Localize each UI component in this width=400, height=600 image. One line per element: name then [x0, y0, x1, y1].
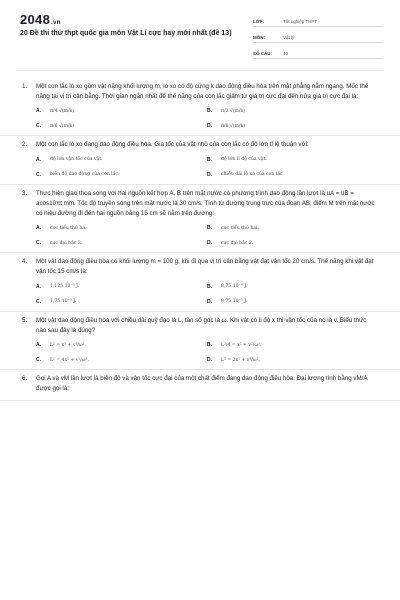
- meta-label: LỚP:: [253, 19, 265, 24]
- option-label: C.: [36, 240, 41, 247]
- option-value: 1,125.10⁻³ J.: [50, 284, 80, 290]
- question-1: [0, 78, 400, 136]
- meta-row-count: [253, 46, 383, 59]
- option-label: C.: [36, 123, 41, 130]
- option-value: độ lớn li độ của vật.: [221, 157, 267, 163]
- option-label: C.: [36, 357, 41, 364]
- question-number: 2.: [22, 141, 28, 149]
- option-label: B.: [207, 283, 212, 290]
- option-d[interactable]: [207, 299, 378, 305]
- question-4: [0, 253, 400, 311]
- meta-value: 40: [283, 51, 289, 56]
- option-value: biên độ dao động của con lắc.: [50, 172, 120, 178]
- option-label: A.: [36, 156, 41, 163]
- option-c[interactable]: [36, 123, 207, 129]
- option-a[interactable]: [36, 157, 207, 163]
- option-value: L² = 4x² + v²/ω².: [50, 357, 89, 363]
- option-b[interactable]: [207, 108, 378, 114]
- option-value: π/8 √(m/k): [221, 123, 246, 129]
- option-a[interactable]: [36, 108, 207, 114]
- option-value: L²/4 = x² + v²/ω².: [221, 342, 262, 348]
- option-value: cực tiểu thứ hai.: [221, 225, 259, 231]
- site-logo[interactable]: [20, 12, 61, 27]
- option-label: D.: [207, 298, 212, 305]
- option-label: A.: [36, 283, 41, 290]
- option-value: 8,75.10⁻³ J.: [221, 299, 248, 305]
- option-label: B.: [207, 342, 212, 349]
- option-d[interactable]: [207, 172, 378, 178]
- question-number: 6.: [22, 375, 28, 383]
- option-label: A.: [36, 225, 41, 232]
- option-value: π/3 √(m/k): [221, 108, 246, 114]
- page-header: [0, 0, 400, 64]
- question-5: [0, 312, 400, 370]
- option-value: chiều dài lò xo của con lắc: [221, 172, 283, 178]
- option-value: π/6 √(m/k): [50, 123, 75, 129]
- option-grid: [36, 342, 378, 363]
- option-d[interactable]: [207, 123, 378, 129]
- option-value: π/4 √(m/k): [50, 108, 75, 114]
- option-d[interactable]: [207, 240, 378, 246]
- option-value: L² = x² + v²/ω².: [50, 342, 86, 348]
- option-a[interactable]: [36, 225, 207, 231]
- question-list: [0, 78, 400, 401]
- option-value: 1,75.10⁻³ J.: [50, 299, 77, 305]
- option-grid: [36, 284, 378, 305]
- question-text: Gọi A và vM lần lượt là biên độ và vận tốc cực đại của một chất điểm đang dao động điều hòa. Đại lượng tính bằng vM/A được gọi là:: [36, 375, 368, 393]
- meta-label: MÔN:: [253, 35, 265, 40]
- option-c[interactable]: [36, 357, 207, 363]
- question-text: Một con lắc lò xo đang dao động điều hòa. Gia tốc của vật nhỏ của con lắc có độ lớn tỉ lệ thuận với:: [36, 141, 309, 149]
- option-label: A.: [36, 108, 41, 115]
- option-label: D.: [207, 357, 212, 364]
- option-grid: [36, 157, 378, 178]
- option-value: cực tiểu thứ ba.: [50, 225, 87, 231]
- option-b[interactable]: [207, 342, 378, 348]
- logo-text: 2048: [20, 12, 51, 27]
- option-b[interactable]: [207, 284, 378, 290]
- option-value: L² = 2x² + v²/ω².: [221, 357, 260, 363]
- option-label: C.: [36, 298, 41, 305]
- option-value: cực đại bậc 2.: [221, 240, 254, 246]
- option-value: cực đại bậc 3.: [50, 240, 83, 246]
- option-c[interactable]: [36, 172, 207, 178]
- option-grid: [36, 225, 378, 246]
- logo-suffix: .vn: [51, 20, 61, 26]
- exam-title: 20 Đề thi thử thpt quốc gia môn Vật Lí cực hay mới nhất (đề 13): [20, 30, 232, 37]
- option-label: C.: [36, 171, 41, 178]
- option-label: B.: [207, 156, 212, 163]
- option-label: D.: [207, 171, 212, 178]
- option-label: B.: [207, 225, 212, 232]
- option-grid: [36, 108, 378, 129]
- option-a[interactable]: [36, 342, 207, 348]
- question-number: 4.: [22, 258, 28, 266]
- meta-row-subject: [253, 30, 383, 43]
- exam-meta: [253, 14, 383, 62]
- question-number: 1.: [22, 83, 28, 90]
- option-label: A.: [36, 342, 41, 349]
- option-label: D.: [207, 123, 212, 130]
- option-label: D.: [207, 240, 212, 247]
- question-text: Một vật dao động điều hòa có khối lượng m = 100 g, khi đi qua vị trí cân bằng vật đạt vận tốc 20 cm/s. Thế năng khi vật đạt vận tốc 15 cm/s là:: [36, 258, 374, 276]
- option-a[interactable]: [36, 284, 207, 290]
- question-2: [0, 136, 400, 184]
- option-b[interactable]: [207, 225, 378, 231]
- question-6: [0, 370, 400, 401]
- question-text: Một vật dao động điều hòa với chiều dài quỹ đạo là L, tần số góc là ω. Khi vật có li độ x thì vận tốc của nó là v. Biểu thức nào sau đây là đúng?: [36, 316, 367, 334]
- option-d[interactable]: [207, 357, 378, 363]
- option-label: B.: [207, 108, 212, 115]
- question-text: Thực hiện giao thoa sóng với hai nguồn kết hợp A, B trên mặt nước có phương trình dao động lần lượt là uA = uB = acos10πt mm. Tốc độ truyền sóng trên mặt nước là 30 cm/s. Tính từ đường trung trực của đoạn AB, điểm M trên mặt nước có hiệu đường đi đến hai nguồn bằng 15 cm sẽ nằm trên đường:: [36, 189, 375, 218]
- option-value: 8,75.10⁻⁴ J.: [221, 284, 248, 290]
- question-number: 5.: [22, 316, 28, 324]
- option-value: độ lớn vận tốc của vật.: [50, 157, 103, 163]
- question-3: [0, 185, 400, 254]
- question-text: Một con lắc lò xo gồm vật nặng khối lượng m, lò xo có độ cứng k dao động điều hòa trên mặt phẳng nằm ngang. Mốc thế năng tại vị trí cân bằng. Thời gian ngắn nhất để thế năng của con lắc giảm từ giá trị cực đại đến nửa giá trị cực đại là:: [36, 83, 369, 101]
- option-c[interactable]: [36, 299, 207, 305]
- question-number: 3.: [22, 189, 28, 197]
- option-c[interactable]: [36, 240, 207, 246]
- meta-value: Tốt nghiệp THPT: [283, 19, 318, 24]
- header-divider: [16, 70, 384, 71]
- meta-row-class: [253, 14, 383, 27]
- option-b[interactable]: [207, 157, 378, 163]
- meta-label: SỐ CÂU:: [253, 51, 272, 56]
- meta-value: Vật lý: [283, 35, 295, 40]
